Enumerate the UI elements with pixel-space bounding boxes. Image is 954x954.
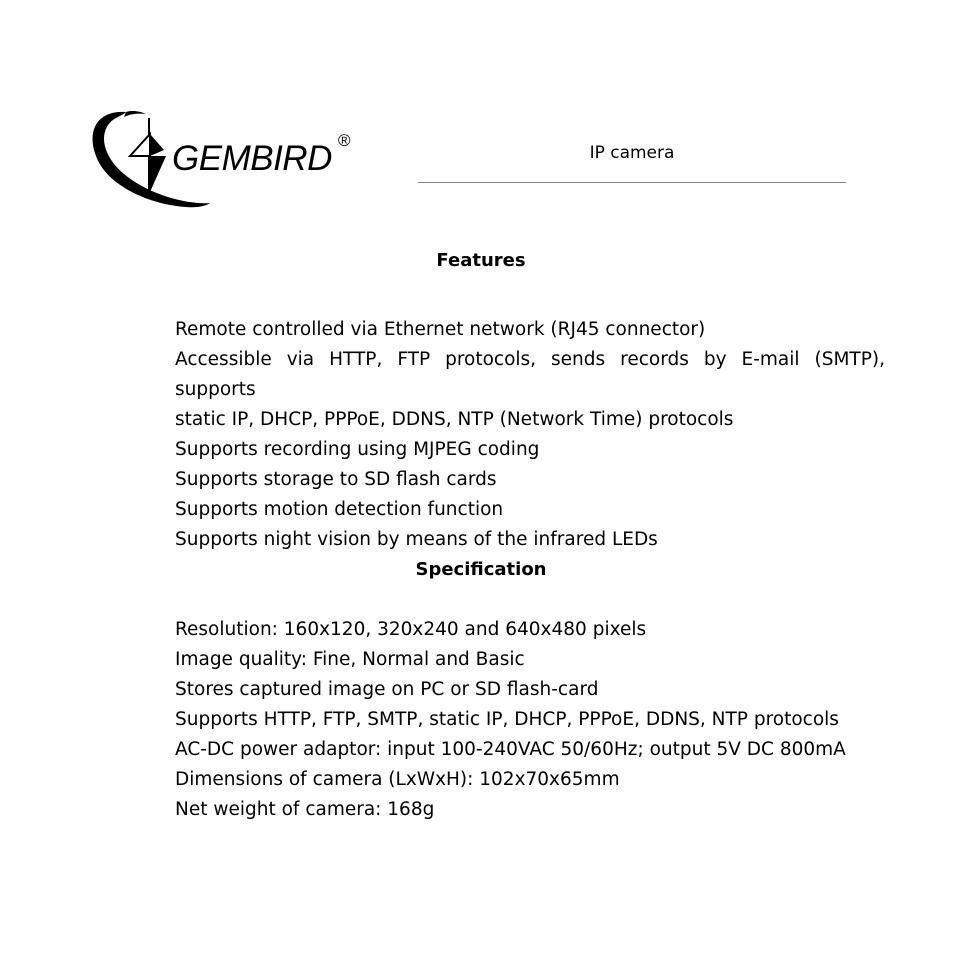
specification-list [175, 615, 885, 825]
gembird-logo [86, 104, 358, 212]
spec-line: Image quality: Fine, Normal and Basic [175, 649, 525, 670]
spec-line: Resolution: 160x120, 320x240 and 640x480 pixels [175, 619, 647, 640]
document-title: IP camera [589, 143, 675, 163]
features-heading: Features [436, 250, 526, 271]
spec-line: Net weight of camera: 168g [175, 799, 435, 820]
features-list [175, 315, 885, 555]
registered-mark: ® [338, 131, 351, 150]
feature-line: Supports motion detection function [175, 499, 504, 520]
feature-line: static IP, DHCP, PPPoE, DDNS, NTP (Network Time) protocols [175, 409, 734, 430]
logo-wordmark: GEMBIRD [172, 139, 332, 178]
feature-line: Accessible via HTTP, FTP protocols, sends records by E-mail (SMTP), supports [175, 349, 885, 400]
feature-line: Supports storage to SD flash cards [175, 469, 497, 490]
feature-line: Remote controlled via Ethernet network (RJ45 connector) [175, 319, 706, 340]
feature-line: Supports night vision by means of the infrared LEDs [175, 529, 658, 550]
spec-line: Stores captured image on PC or SD flash-card [175, 679, 599, 700]
spec-line: Supports HTTP, FTP, SMTP, static IP, DHCP, PPPoE, DDNS, NTP protocols [175, 709, 839, 730]
specification-heading: Specification [415, 559, 547, 580]
header-divider [418, 182, 846, 183]
spec-line: Dimensions of camera (LxWxH): 102x70x65mm [175, 769, 620, 790]
feature-line: Supports recording using MJPEG coding [175, 439, 540, 460]
spec-line: AC-DC power adaptor: input 100-240VAC 50/60Hz; output 5V DC 800mA [175, 739, 846, 760]
